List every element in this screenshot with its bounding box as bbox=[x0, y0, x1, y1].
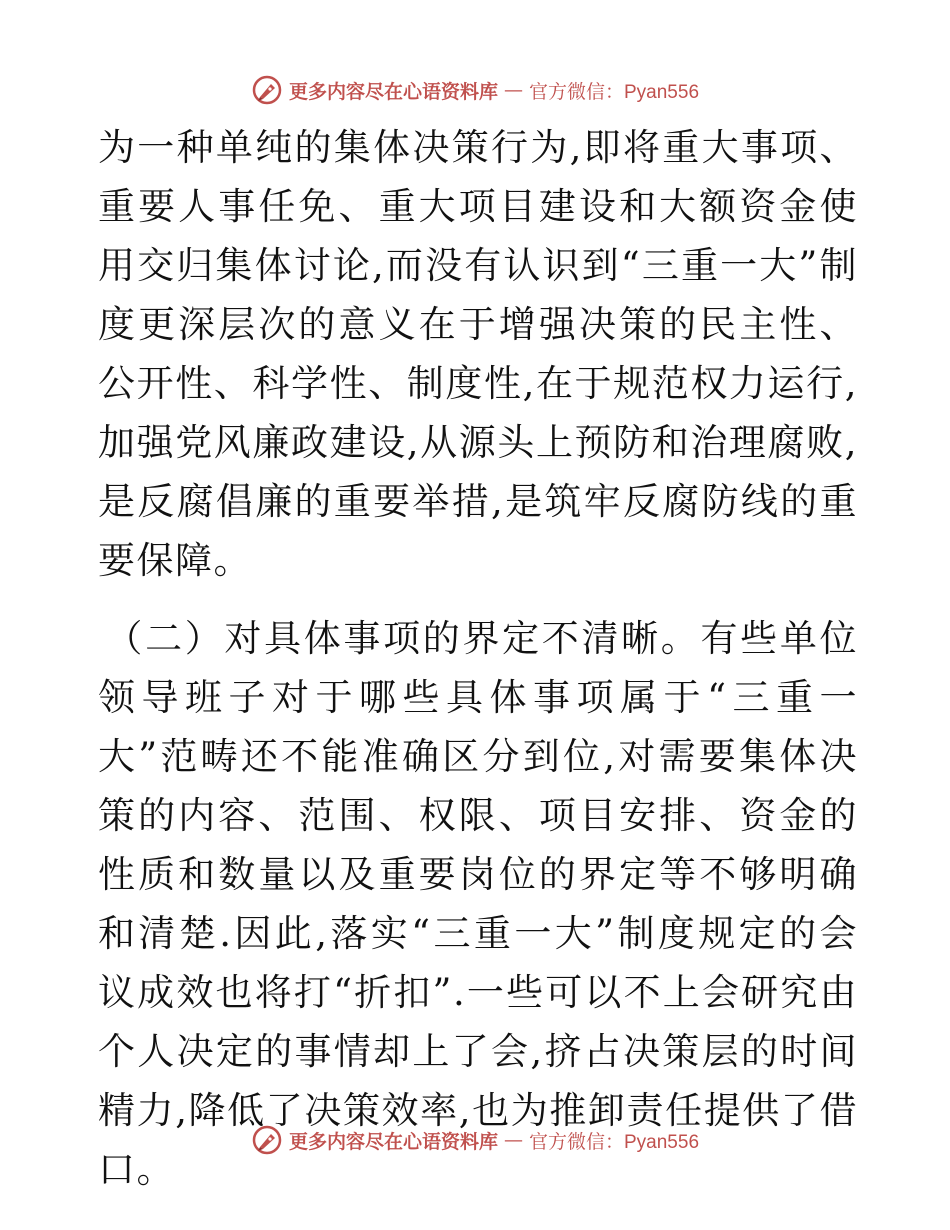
header-separator: — bbox=[504, 79, 523, 101]
document-body bbox=[98, 118, 858, 1199]
pen-nib-logo-icon bbox=[251, 74, 283, 106]
header-contact-text: 官方微信：Pyan556 bbox=[529, 81, 700, 103]
paragraph-2: （二）对具体事项的界定不清晰。有些单位领导班子对于哪些具体事项属于“三重一大”范畴还不能准确区分到位,对需要集体决策的内容、范围、权限、项目安排、资金的性质和数量以及重要岗位的界定等不够明确和清楚.因此,落实“三重一大”制度规定的会议成效也将打“折扣”.一些可以不上会研究由个人决定的事情却上了会,挤占决策层的时间精力,降低了决策效率,也为推卸责任提供了借口。 bbox=[98, 617, 858, 1191]
header-brand-text: 更多内容尽在心语资料库 bbox=[288, 80, 498, 103]
paragraph-1: 为一种单纯的集体决策行为,即将重大事项、重要人事任免、重大项目建设和大额资金使用交归集体讨论,而没有认识到“三重一大”制度更深层次的意义在于增强决策的民主性、公开性、科学性、制度性,在于规范权力运行,加强党风廉政建设,从源头上预防和治理腐败,是反腐倡廉的重要举措,是筑牢反腐防线的重要保障。 bbox=[98, 126, 858, 582]
footer-banner bbox=[0, 1120, 950, 1160]
pen-nib-logo-icon bbox=[251, 1124, 283, 1156]
header-banner bbox=[0, 70, 950, 110]
footer-contact-text: 官方微信：Pyan556 bbox=[529, 1131, 700, 1153]
footer-brand-text: 更多内容尽在心语资料库 bbox=[288, 1130, 498, 1153]
footer-separator: — bbox=[504, 1129, 523, 1151]
